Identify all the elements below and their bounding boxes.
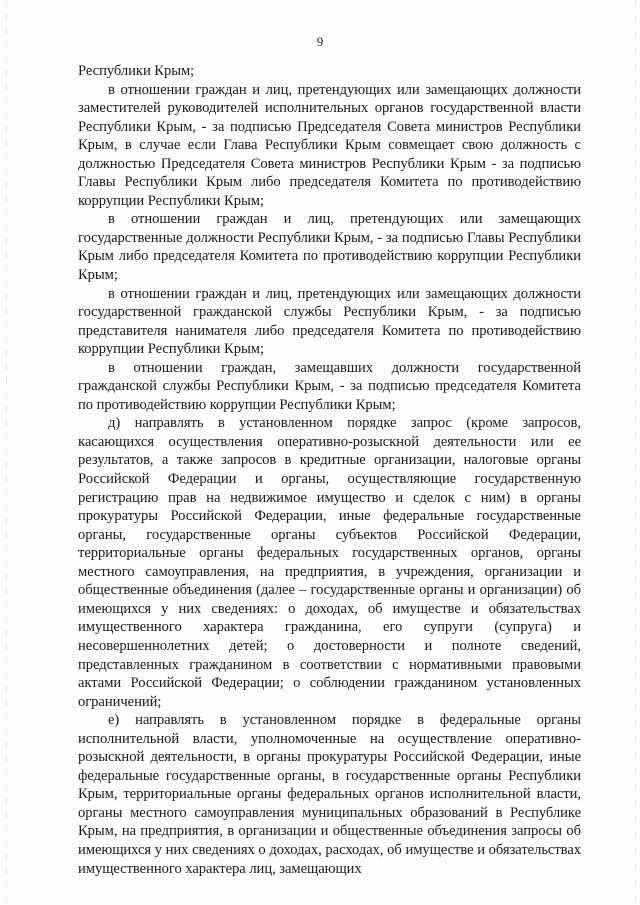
paragraph-deputy-heads: в отношении граждан и лиц, претендующих или замещающих должности заместителей руководителей исполнительных органов государственной власти Республики Крым, - за подписью Председателя Совета министров Республики Крым, в случае если Глава Республики Крым совмещает свою должность с должностью Председателя Совета министров Республики Крым - за подписью Главы Республики Крым либо председателя Комитета по противодействию коррупции Республики Крым; bbox=[78, 81, 581, 209]
paragraph-continuation: Республики Крым; bbox=[78, 63, 195, 79]
paragraph-item-e: е) направлять в установленном порядке в федеральные органы исполнительной власти, уполномоченные на осуществление оперативно-розыскной деятельности, в органы прокуратуры Российской Федерации, иные федеральные государственные органы, в государственные органы Республики Крым, территориальные органы федеральных органов исполнительной власти, органы местного самоуправления муниципальных образований в Республике Крым, на предприятия, в организации и общественные объединения запросы об имеющихся у них сведениях о доходах, расходах, об имуществе и обязательствах имущественного характера лиц, замещающих bbox=[78, 712, 581, 877]
document-body bbox=[78, 62, 581, 878]
paragraph-civil-service: в отношении граждан и лиц, претендующих или замещающих должности государственной гражданской службы Республики Крым, - за подписью представителя нанимателя либо председателя Комитета по противодействию коррупции Республики Крым; bbox=[78, 285, 581, 358]
paragraph-item-d: д) направлять в установленном порядке запрос (кроме запросов, касающихся осуществления оперативно-розыскной деятельности или ее результатов, а также запросов в кредитные организации, налоговые органы Российской Федерации и органы, осуществляющие государственную регистрацию прав на недвижимое имущество и сделок с ним) в органы прокуратуры Российской Федерации, иные федеральные государственные органы, государственные органы субъектов Российской Федерации, территориальные органы федеральных государственных органов, органы местного самоуправления, на предприятия, в учреждения, организации и общественные объединения (далее – государственные органы и организации) об имеющихся у них сведениях: о доходах, об имуществе и обязательствах имущественного характера гражданина, его супруги (супруга) и несовершеннолетних детей; о достоверности и полноте сведений, представленных гражданином в соответствии с нормативными правовыми актами Российской Федерации; о соблюдении гражданином установленных ограничений; bbox=[78, 415, 581, 710]
scan-edge-left bbox=[6, 0, 7, 905]
paragraph-former-civil-service: в отношении граждан, замещавших должности государственной гражданской службы Республики Крым, - за подписью председателя Комитета по противодействию коррупции Республики Крым; bbox=[78, 359, 581, 413]
paragraph-state-positions: в отношении граждан и лиц, претендующих или замещающих государственные должности Республики Крым, - за подписью Главы Республики Крым либо председателя Комитета по противодействию коррупции Республики Крым; bbox=[78, 211, 581, 284]
page-number: 9 bbox=[316, 34, 324, 49]
scan-edge-right bbox=[635, 0, 636, 905]
